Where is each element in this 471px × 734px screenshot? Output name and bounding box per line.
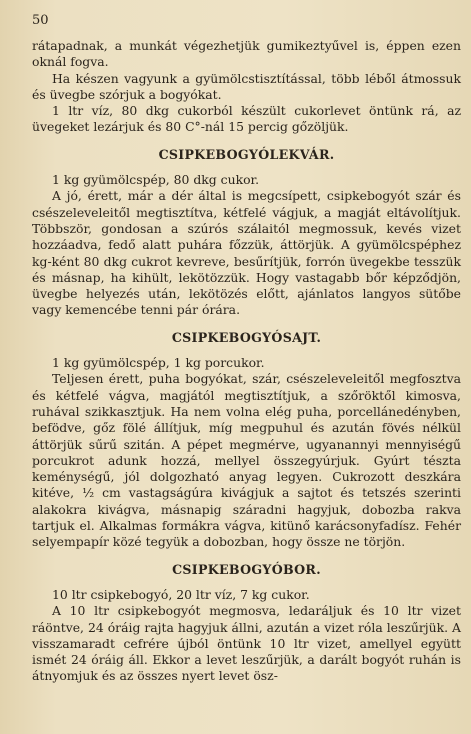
page-number: 50 (32, 13, 49, 28)
page-text (32, 38, 461, 685)
paragraph: 1 ltr víz, 80 dkg cukorból készült cukorlevet öntünk rá, az üvegeket lezárjuk és 80 C°-nál 15 percig gőzöljük. (32, 103, 461, 135)
paragraph: Ha készen vagyunk a gyümölcstisztítással, több léből átmossuk és üvegbe szórjuk a bogyókat. (32, 70, 461, 102)
recipe-body: Teljesen érett, puha bogyókat, szár, csészeleveleitől megfosztva és kétfelé vágva, magjától megtisztítjuk, a szőröktől kimosva, ruhával szikkasztjuk. Ha nem volna elég puha, porcellánedényben, befödve, gőz fölé állítjuk, míg megpuhul és azután fövés nélkül áttörjük sűrű szitán. A pépet megmérve, ugyanannyi mennyiségű porcukrot adunk hozzá, mellyel összegyúrjuk. Gyúrt tészta keménységű, jól dolgozható anyag legyen. Cukrozott deszkára kitéve, ½ cm vastagságúra kivágjuk a sajtot és tetszés szerinti alakokra kivágva, másnapig száradni hagyjuk, dobozba rakva tartjuk el. Alkalmas formákra vágva, kitünő karácsonyfadísz. Fehér selyempapír közé tegyük a dobozban, hogy össze ne törjön. (32, 371, 461, 550)
section-heading: CSIPKEBOGYÓSAJT. (171, 329, 322, 345)
ingredients-line: 1 kg gyümölcspép, 1 kg porcukor. (52, 355, 265, 371)
section-heading: CSIPKEBOGYÓLEKVÁR. (158, 146, 335, 162)
paragraph: rátapadnak, a munkát végezhetjük gumikeztyűvel is, éppen ezen oknál fogva. (32, 38, 461, 70)
ingredients-line: 1 kg gyümölcspép, 80 dkg cukor. (52, 172, 260, 188)
recipe-body: A 10 ltr csipkebogyót megmosva, ledaráljuk és 10 ltr vizet ráöntve, 24 óráig rajta hagyjuk állni, azután a vizet róla leszűrjük. A visszamaradt cefrére újból öntünk 10 ltr vizet, amellyel együtt ismét 24 óráig áll. Ekkor a levet leszűrjük, a darált bogyót ruhán is átnyomjuk és az összes nyert levet ösz- (32, 603, 461, 684)
recipe-body: A jó, érett, már a dér által is megcsípett, csipkebogyót szár és csészeleveleitől megtisztítva, kétfelé vágjuk, a magját eltávolítjuk. Többször, gondosan a szúrós szálaitól megmossuk, kevés vizet hozzáadva, fedő alatt puhára főzzük, áttörjük. A gyümölcspéphez kg-ként 80 dkg cukrot kevreve, besűrítjük, forrón üvegekbe tesszük és másnap, ha kihült, lekötözzük. Hogy vastagabb bőr képződjön, üvegbe helyezés után, lekötözés előtt, ajánlatos langyos sütőbe vagy kemencébe tenni pár órára. (32, 188, 461, 318)
ingredients-line: 10 ltr csipkebogyó, 20 ltr víz, 7 kg cukor. (52, 586, 310, 602)
section-heading: CSIPKEBOGYÓBOR. (172, 561, 321, 577)
